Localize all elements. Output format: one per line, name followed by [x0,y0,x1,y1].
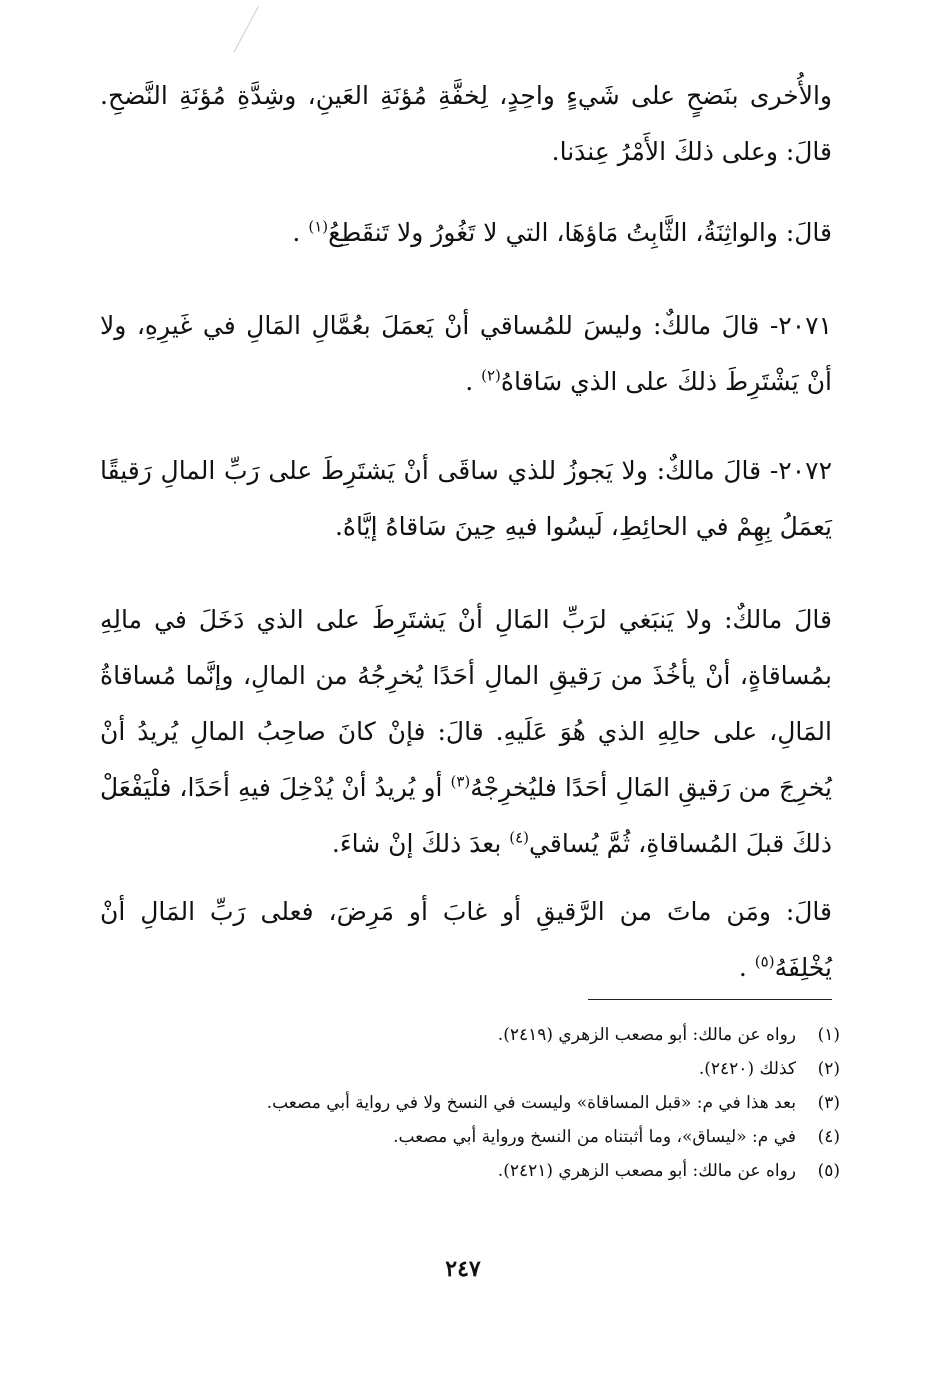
footnote-5 [120,1154,840,1188]
footnote-1-number: (١) [817,1025,840,1045]
paragraph-2 [100,205,832,261]
footnote-separator [588,999,832,1000]
footnote-marker-2: (٢) [481,366,501,385]
page-number: ٢٤٧ [445,1256,481,1282]
footnote-marker-3: (٣) [450,772,471,791]
footnote-marker-1: (١) [308,217,329,236]
paragraph-5 [100,592,832,872]
footnotes-list [120,1018,840,1188]
paragraph-3 [100,298,832,410]
paragraph-5-text: قالَ مالكٌ: ولا يَنبَغي لرَبِّ المَالِ أنْ يَشتَرِطَ على الذي دَخَلَ في مالِهِ بمُساقاةٍ، أنْ يأخُذَ من رَقيقِ المالِ أحَدًا يُخرِجُهُ من المالِ، وإنَّما مُساقاةُ المَالِ، على حالِهِ الذي هُوَ عَلَيهِ. قالَ: فإنْ كانَ صاحِبُ المالِ يُريدُ أنْ يُخرِجَ من رَقيقِ المَالِ أحَدًا فليُخرِجْهُ [100,605,832,802]
paragraph-3-end: . [465,367,482,396]
paragraph-4-text: ٢٠٧٢- قالَ مالكٌ: ولا يَجوزُ للذي ساقَى أنْ يَشتَرِطَ على رَبِّ المالِ رَقيقًا يَعمَلُ بِهِمْ في الحائِطِ، لَيسُوا فيهِ حِينَ سَاقاهُ إيَّاهُ. [100,456,832,541]
paragraph-5-middle: أو يُريدُ أنْ يُدْخِلَ فيهِ أحَدًا، فلْيَفْعَلْ ذلكَ قبلَ المُساقاةِ، ثُمَّ يُساقي [100,773,832,858]
paragraph-2-end: . [292,218,309,247]
footnote-marker-4: (٤) [509,828,530,847]
footnote-3 [120,1086,840,1120]
footnote-1 [120,1018,840,1052]
footnote-1-text: رواه عن مالك: أبو مصعب الزهري (٢٤١٩). [497,1025,796,1045]
footnote-marker-5: (٥) [754,952,775,971]
footnote-5-number: (٥) [817,1161,840,1181]
footnote-2-text: كذلك (٢٤٢٠). [698,1059,796,1079]
footnote-3-number: (٣) [817,1093,840,1113]
paragraph-5-end: بعدَ ذلكَ إنْ شاءَ. [331,829,510,858]
paragraph-2-text: قالَ: والواثِنَةُ، الثَّابِتُ مَاؤهَا، التي لا تَغُورُ ولا تَنقَطِعُ [328,218,832,247]
scan-artifact-line [234,6,259,52]
footnote-4-text: في م: «ليساق»، وما أثبتناه من النسخ ورواية أبي مصعب. [393,1127,796,1147]
footnote-5-text: رواه عن مالك: أبو مصعب الزهري (٢٤٢١). [497,1161,796,1181]
paragraph-6-end: . [738,953,755,982]
footnote-2 [120,1052,840,1086]
footnote-4-number: (٤) [817,1127,840,1147]
paragraph-4 [100,443,832,555]
paragraph-1 [100,68,832,180]
paragraph-6 [100,884,832,996]
paragraph-3-text: ٢٠٧١- قالَ مالكٌ: وليسَ للمُساقي أنْ يَعمَلَ بعُمَّالِ المَالِ في غَيرِهِ، ولا أنْ يَشْتَرِطَ ذلكَ على الذي سَاقاهُ [100,311,832,396]
footnote-3-text: بعد هذا في م: «قبل المساقاة» وليست في النسخ ولا في رواية أبي مصعب. [266,1093,796,1113]
footnote-4 [120,1120,840,1154]
footnote-2-number: (٢) [817,1059,840,1079]
paragraph-6-text: قالَ: ومَن ماتَ من الرَّقيقِ أو غابَ أو مَرِضَ، فعلى رَبِّ المَالِ أنْ يُخْلِفَهُ [100,897,832,982]
paragraph-1-text: والأُخرى بنَضحٍ على شَيءٍ واحِدٍ، لِخفَّةِ مُؤنَةِ العَينِ، وشِدَّةِ مُؤنَةِ النَّضحِ. قالَ: وعلى ذلكَ الأَمْرُ عِندَنا. [100,81,832,166]
